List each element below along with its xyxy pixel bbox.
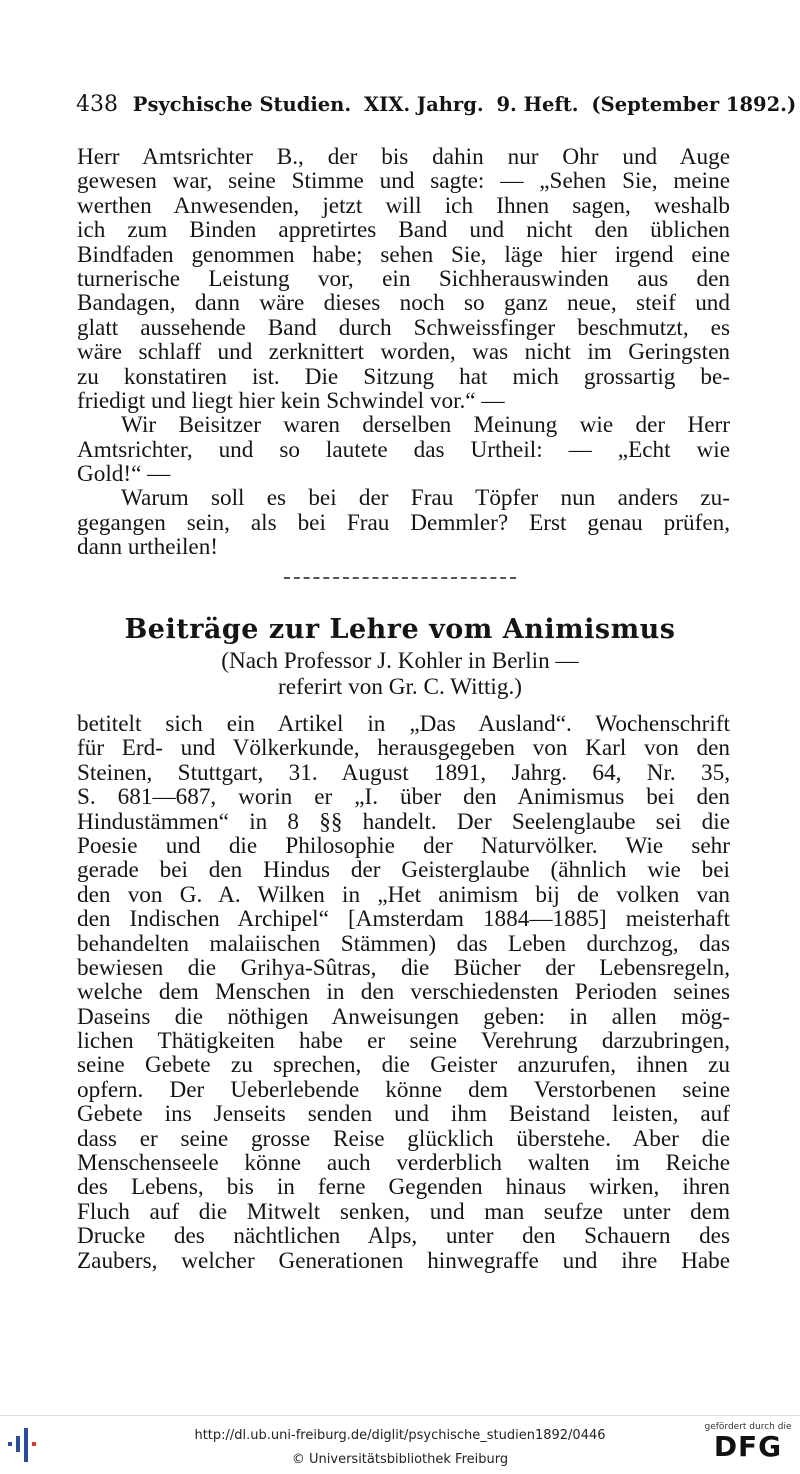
volume: XIX. Jahrg. — [363, 93, 484, 116]
text-line: gerade bei den Hindus der Geisterglaube (ähnlich wie bei — [77, 857, 730, 884]
issue: 9. Heft. — [496, 93, 579, 116]
text-line: bewiesen die Grihya-Sûtras, die Bücher der Lebensregeln, — [77, 954, 730, 981]
text-line: gegangen sein, als bei Frau Demmler? Erst genau prüfen, — [77, 509, 730, 536]
text-line: Gebete ins Jenseits senden und ihm Beistand leisten, auf — [77, 1101, 730, 1128]
section-title: Beiträge zur Lehre vom Animismus — [124, 614, 676, 645]
text-line: Herr Amtsrichter B., der bis dahin nur Ohr und Auge — [77, 144, 730, 170]
text-line: ich zum Binden appretirtes Band und nicht den üblichen — [77, 217, 730, 244]
paragraph-1 — [77, 145, 730, 560]
text-line: opfern. Der Ueberlebende könne dem Verstorbenen seine — [77, 1076, 730, 1103]
page-number: 438 — [76, 92, 118, 117]
text-line: welche dem Menschen in den verschiedensten Perioden seines — [77, 979, 730, 1006]
text-line: dass er seine grosse Reise glücklich überstehe. Aber die — [77, 1125, 730, 1152]
text-line: glatt aussehende Band durch Schweissfinger beschmutzt, es — [77, 314, 730, 341]
text-line: Bindfaden genommen habe; sehen Sie, läge hier irgend eine — [77, 241, 730, 268]
text-line: Gold!“ — — [77, 461, 171, 488]
dfg-logo-text: DFG — [713, 1430, 783, 1463]
text-line: Bandagen, dann wäre dieses noch so ganz neue, steif und — [77, 290, 730, 317]
text-line: Menschenseele könne auch verderblich walten im Reiche — [77, 1150, 730, 1177]
text-line: den von G. A. Wilken in „Het animism bij de volken van — [77, 881, 730, 908]
section-subtitle: (Nach Professor J. Kohler in Berlin — — [221, 648, 579, 674]
text-line: gewesen war, seine Stimme und sagte: — „Sehen Sie, meine — [77, 168, 730, 195]
text-line: Fluch auf die Mitwelt senken, und man seufze unter dem — [77, 1198, 730, 1225]
text-line: dann urtheilen! — [77, 534, 219, 561]
text-line: Hindustämmen“ in 8 §§ handelt. Der Seelenglaube sei die — [77, 808, 730, 835]
text-line: behandelten malaiischen Stämmen) das Leben durchzog, das — [77, 930, 730, 957]
text-line: Poesie und die Philosophie der Naturvölker. Wie sehr — [77, 832, 730, 859]
dfg-caption: gefördert durch die — [704, 1422, 792, 1432]
copyright-notice: © Universitätsbibliothek Freiburg — [291, 1452, 509, 1467]
text-line: für Erd- und Völkerkunde, herausgegeben von Karl von den — [77, 735, 730, 762]
text-line: Wir Beisitzer waren derselben Meinung wie der Herr — [121, 412, 730, 439]
text-line: seine Gebete zu sprechen, die Geister anzurufen, ihnen zu — [77, 1052, 730, 1079]
text-line: friedigt und liegt hier kein Schwindel vor.“ — — [77, 387, 505, 414]
paragraph-4 — [77, 712, 730, 1273]
text-line: Zaubers, welcher Generationen hinwegraffe und ihre Habe — [77, 1247, 730, 1274]
running-header — [76, 92, 797, 117]
text-line: den Indischen Archipel“ [Amsterdam 1884—1885] meisterhaft — [77, 906, 730, 933]
text-line: lichen Thätigkeiten habe er seine Verehrung darzubringen, — [77, 1028, 730, 1055]
text-line: turnerische Leistung vor, ein Sichherauswinden aus den — [77, 265, 730, 292]
document-url[interactable]: http://dl.ub.uni-freiburg.de/diglit/psychische_studien1892/0446 — [194, 1428, 606, 1443]
section-divider — [284, 577, 516, 579]
text-line: des Lebens, bis in ferne Gegenden hinaus wirken, ihren — [77, 1174, 730, 1201]
section-subtitle: referirt von Gr. C. Wittig.) — [278, 674, 522, 700]
text-line: wäre schlaff und zerknittert worden, was nicht im Geringsten — [77, 339, 730, 366]
text-line: Steinen, Stuttgart, 31. August 1891, Jahrg. 64, Nr. 35, — [77, 759, 730, 786]
footer-divider — [0, 1415, 800, 1416]
dfg-logo — [704, 1422, 792, 1466]
text-line: Amtsrichter, und so lautete das Urtheil: — „Echt wie — [77, 436, 730, 463]
text-line: Warum soll es bei der Frau Töpfer nun anders zu- — [121, 485, 730, 512]
text-line: betitelt sich ein Artikel in „Das Ausland“. Wochenschrift — [77, 711, 730, 737]
issue-date: (September 1892.) — [591, 93, 797, 116]
text-line: zu konstatiren ist. Die Sitzung hat mich grossartig be- — [77, 363, 730, 390]
text-line: Drucke des nächtlichen Alps, unter den Schauern des — [77, 1223, 730, 1250]
text-line: werthen Anwesenden, jetzt will ich Ihnen sagen, weshalb — [77, 192, 730, 219]
text-line: Daseins die nöthigen Anweisungen geben: in allen mög- — [77, 1003, 730, 1030]
text-line: S. 681—687, worin er „I. über den Animismus bei den — [77, 784, 730, 811]
journal-title: Psychische Studien. — [132, 93, 352, 116]
